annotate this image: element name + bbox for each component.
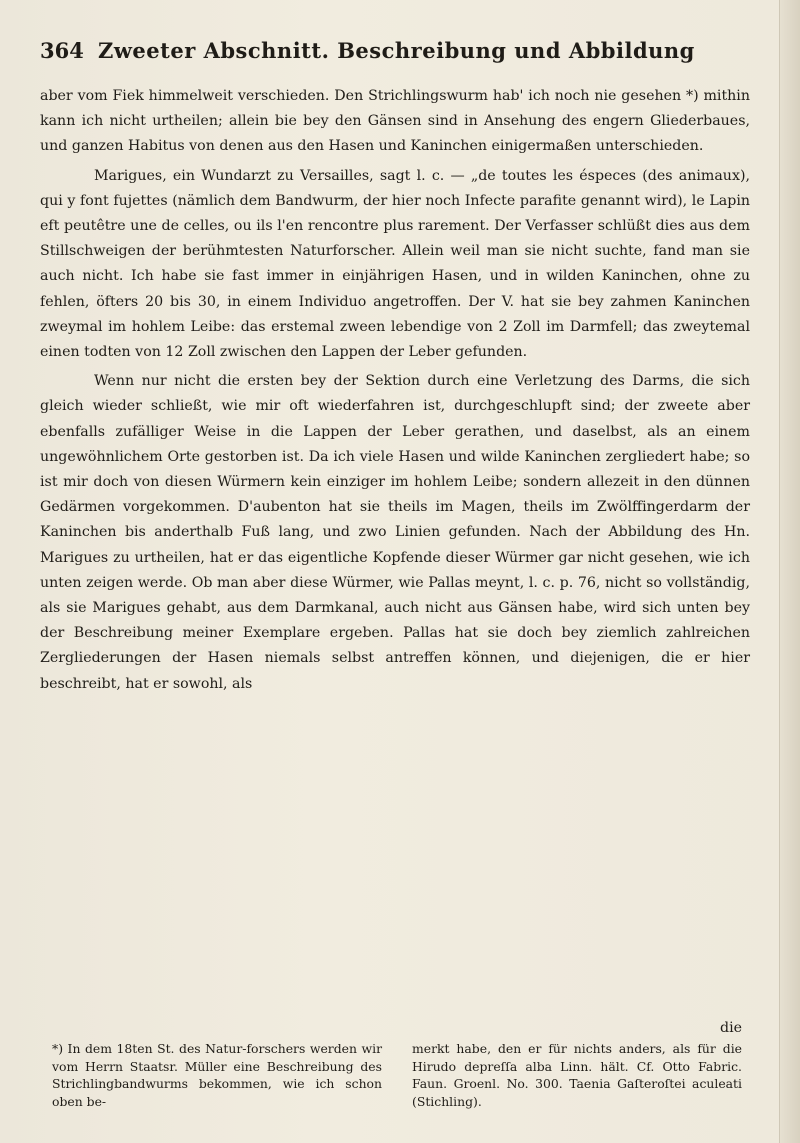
page-edge [779,0,800,1143]
page-number: 364 [40,38,84,63]
paragraph-2: Marigues, ein Wundarzt zu Versailles, sagt l. c. — „de toutes les éspeces (des animaux), qui y font fujettes (nämlich dem Bandwurm, der hier noch Infecte parafite genannt wird), le Lapin eft peutêtre une de celles, ou ils l'en rencontre plus rarement. Der Verfasser schlüßt dies aus dem Stillschweigen der berühmtesten Naturforscher. Allein weil man sie nicht suchte, fand man sie auch nicht. Ich habe sie fast immer in einjährigen Hasen, und in wilden Kaninchen, ohne zu fehlen, öfters 20 bis 30, in einem Individuo angetroffen. Der V. hat sie bey zahmen Kaninchen zweymal im hohlem Leibe: das erstemal zween lebendige von 2 Zoll im Darmfell; das zweytemal einen todten von 12 Zoll zwischen den Lappen der Leber gefunden. [40,167,750,361]
body-text [40,84,750,697]
footnote-column-left: *) In dem 18ten St. des Natur-forschers werden wir vom Herrn Staatsr. Müller eine Beschreibung des Strichlingbandwurms bekommen, wie ich schon oben be- [52,1041,382,1109]
paragraph-3: Wenn nur nicht die ersten bey der Sektion durch eine Verletzung des Darms, die sich gleich wieder schließt, wie mir oft wiederfahren ist, durchgeschlupft sind; der zweete aber ebenfalls zufälliger Weise in die Lappen der Leber gerathen, und daselbst, als an einem ungewöhnlichem Orte gestorben ist. Da ich viele Hasen und wilde Kaninchen zergliedert habe; so ist mir doch von diesen Würmern kein einziger im hohlem Leibe; sondern allezeit in den dünnen Gedärmen vorgekommen. D'aubenton hat sie theils im Magen, theils im Zwölffingerdarm der Kaninchen bis anderthalb Fuß lang, und zwo Linien gefunden. Nach der Abbildung des Hn. Marigues zu urtheilen, hat er das eigentliche Kopfende dieser Würmer gar nicht gesehen, wie ich unten zeigen werde. Ob man aber diese Würmer, wie Pallas meynt, l. c. p. 76, nicht so vollständig, als sie Marigues gehabt, aus dem Darmkanal, auch nicht aus Gänsen habe, wird sich unten bey der Beschreibung meiner Exemplare ergeben. Pallas hat sie doch bey ziemlich zahlreichen Zergliederungen der Hasen niemals selbst antreffen können, und diejenigen, die er hier beschreibt, hat er sowohl, als [40,373,750,692]
catchword: die [719,1020,742,1036]
footnote [52,1040,742,1110]
footnote-column-right: merkt habe, den er für nichts anders, als für die Hirudo depreſſa alba Linn. hält. Cf. Otto Fabric. Faun. Groenl. No. 300. Taenia Gaſteroſtei aculeati (Stichling). [412,1041,742,1109]
page-header [40,40,745,61]
paragraph-1: aber vom Fiek himmelweit verschieden. Den Strichlingswurm hab' ich noch nie gesehen *) mithin kann ich nicht urtheilen; allein bie bey den Gänsen sind in Ansehung des engern Gliederbaues, und ganzen Habitus von denen aus den Hasen und Kaninchen einigermaßen unterschieden. [40,88,750,155]
running-title: Zweeter Abschnitt. Beschreibung und Abbildung [98,38,695,63]
